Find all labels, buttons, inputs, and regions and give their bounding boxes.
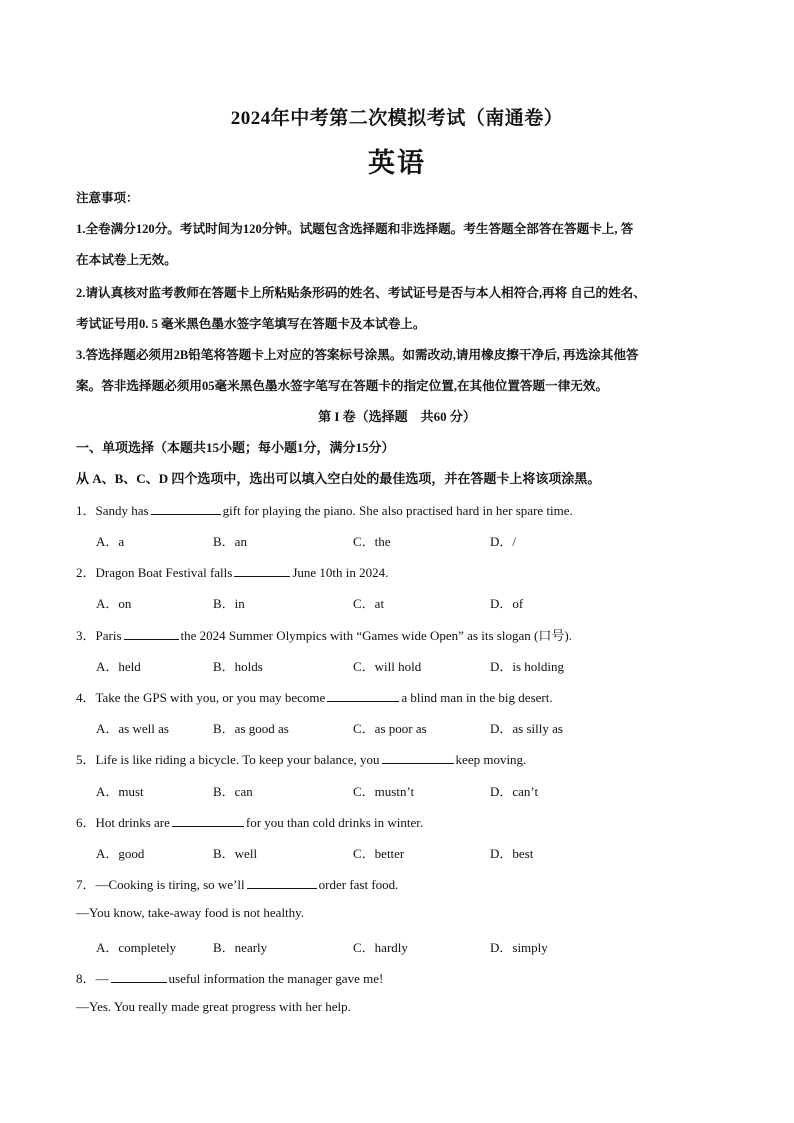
question-3: 3．Paris the 2024 Summer Olympics with “Games wide Open” as its slogan (口号). [76, 628, 572, 643]
answer-blank [327, 689, 399, 702]
q3-option-c: C．will hold [353, 659, 422, 674]
q7-option-a: A．completely [96, 940, 177, 955]
answer-blank [382, 751, 454, 764]
q2-option-a: A．on [96, 596, 132, 611]
q7-option-d: D．simply [490, 940, 548, 955]
question-5: 5．Life is like riding a bicycle. To keep your balance, you keep moving. [76, 752, 527, 767]
q3-option-a: A．held [96, 659, 141, 674]
q3-option-b: B．holds [213, 659, 263, 674]
answer-blank [247, 876, 317, 889]
subject-title: 英语 [368, 148, 426, 178]
notes-heading: 注意事项： [76, 191, 139, 205]
q7-option-b: B．nearly [213, 940, 268, 955]
note-3-line-2: 案。答非选择题必须用05毫米黑色墨水签字笔写在答题卡的指定位置,在其他位置答题一律无效。 [76, 379, 609, 393]
q1-option-c: C．the [353, 534, 391, 549]
q1-option-b: B．an [213, 534, 247, 549]
note-1-line-2: 在本试卷上无效。 [76, 253, 177, 267]
q6-option-a: A．good [96, 846, 145, 861]
answer-blank [151, 502, 221, 515]
q5-option-b: B．can [213, 784, 253, 799]
q1-option-d: D．/ [490, 534, 517, 549]
note-2-line-1: 2.请认真核对监考教师在答题卡上所粘贴条形码的姓名、考试证号是否与本人相符合,再将 自己的姓名、 [76, 286, 646, 300]
question-8: 8．— useful information the manager gave me! [76, 971, 384, 986]
note-1-line-1: 1.全卷满分120分。考试时间为120分钟。试题包含选择题和非选择题。考生答题全部答在答题卡上, 答 [76, 222, 634, 236]
q4-option-c: C．as poor as [353, 721, 427, 736]
section-title: 一、单项选择（本题共15小题；每小题1分，满分15分） [76, 440, 395, 455]
section-instruction: 从 A、B、C、D 四个选项中，选出可以填入空白处的最佳选项，并在答题卡上将该项涂黑。 [76, 471, 601, 486]
q6-option-d: D．best [490, 846, 534, 861]
question-4: 4．Take the GPS with you, or you may become a blind man in the big desert. [76, 690, 553, 705]
answer-blank [111, 970, 167, 983]
exam-title: 2024年中考第二次模拟考试（南通卷） [230, 108, 564, 129]
q5-option-a: A．must [96, 784, 144, 799]
q1-option-a: A．a [96, 534, 125, 549]
question-8-reply: —Yes. You really made great progress with her help. [76, 999, 351, 1014]
answer-blank [234, 564, 290, 577]
q6-option-b: B．well [213, 846, 258, 861]
q5-option-c: C．mustn’t [353, 784, 415, 799]
answer-blank [172, 814, 244, 827]
note-2-line-2: 考试证号用0. 5 毫米黑色墨水签字笔填写在答题卡及本试卷上。 [76, 317, 426, 331]
q4-option-b: B．as good as [213, 721, 289, 736]
q2-option-c: C．at [353, 596, 385, 611]
q2-option-b: B．in [213, 596, 245, 611]
question-7: 7．—Cooking is tiring, so we’ll order fast food. [76, 877, 399, 892]
q3-option-d: D．is holding [490, 659, 565, 674]
question-6: 6．Hot drinks are for you than cold drinks in winter. [76, 815, 424, 830]
q2-option-d: D．of [490, 596, 524, 611]
q7-option-c: C．hardly [353, 940, 408, 955]
note-3-line-1: 3.答选择题必须用2B铅笔将答题卡上对应的答案标号涂黑。如需改动,请用橡皮擦干净后, 再选涂其他答 [76, 348, 639, 362]
question-2: 2．Dragon Boat Festival falls June 10th in 2024. [76, 565, 389, 580]
q5-option-d: D．can’t [490, 784, 539, 799]
answer-blank [124, 627, 179, 640]
part-heading: 第 I 卷（选择题 共60 分） [318, 409, 476, 424]
q6-option-c: C．better [353, 846, 405, 861]
question-1: 1．Sandy has gift for playing the piano. She also practised hard in her spare time. [76, 503, 573, 518]
question-7-reply: —You know, take-away food is not healthy. [76, 905, 305, 920]
q4-option-d: D．as silly as [490, 721, 563, 736]
q4-option-a: A．as well as [96, 721, 169, 736]
